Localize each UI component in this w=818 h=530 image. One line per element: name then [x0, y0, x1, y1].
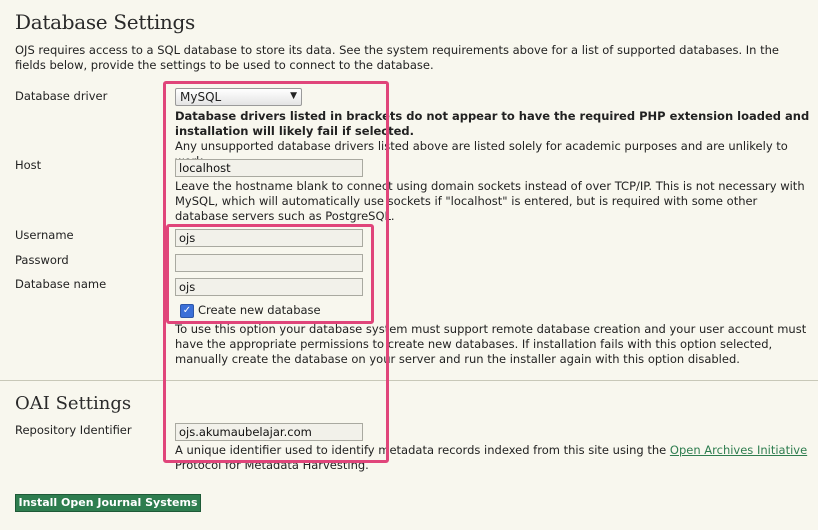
password-label: Password: [15, 253, 69, 267]
install-button[interactable]: Install Open Journal Systems: [15, 494, 201, 512]
repository-identifier-input[interactable]: [175, 423, 363, 441]
create-database-checkbox[interactable]: [180, 304, 194, 318]
database-driver-value: MySQL: [180, 90, 222, 104]
oai-settings-heading: OAI Settings: [15, 393, 132, 414]
password-input[interactable]: [175, 254, 363, 272]
checkmark-icon: ✓: [182, 305, 192, 316]
host-label: Host: [15, 158, 42, 172]
driver-note-text: Any unsupported database drivers listed above are listed solely for academic purposes and are unlikely to: [175, 139, 788, 153]
database-name-input[interactable]: [175, 278, 363, 296]
oai-link[interactable]: Open Archives Initiative: [669, 443, 808, 457]
username-label: Username: [15, 228, 74, 242]
repository-note-text-end: Protocol for Metadata Harvesting.: [175, 458, 369, 472]
create-database-label[interactable]: Create new database: [198, 303, 321, 317]
host-input[interactable]: [175, 159, 363, 177]
create-database-note: To use this option your database system must support remote database creation and your user account must have the appropriate permissions to create new databases. If installation fails with this option selected, manually create the database on your server and run the installer again with this option disabled.: [175, 322, 807, 366]
database-driver-label: Database driver: [15, 89, 108, 103]
repository-note: [175, 443, 810, 473]
repository-identifier-label: Repository Identifier: [15, 423, 132, 437]
section-divider: [0, 380, 818, 381]
chevron-down-icon: ▼: [290, 91, 297, 101]
database-intro-text: OJS requires access to a SQL database to store its data. See the system requirements above for a list of supported databases. In the fields below, provide the settings to be used to connect to the database.: [15, 43, 779, 72]
host-note-text: Leave the hostname blank to connect using domain sockets instead of over TCP/IP. This is not necessary with MySQL, which will automatically use sockets if "localhost" is entered, but is required with some other database servers such as PostgreSQL.: [175, 179, 805, 223]
database-name-label: Database name: [15, 277, 107, 291]
database-settings-heading: Database Settings: [15, 10, 195, 34]
repository-note-text: A unique identifier used to identify metadata records indexed from this site using the: [175, 443, 667, 457]
database-driver-select[interactable]: [175, 88, 302, 106]
username-input[interactable]: [175, 229, 363, 247]
driver-warning-text: Database drivers listed in brackets do not appear to have the required PHP extension loaded and installation will likely fail if selected.: [175, 109, 810, 138]
